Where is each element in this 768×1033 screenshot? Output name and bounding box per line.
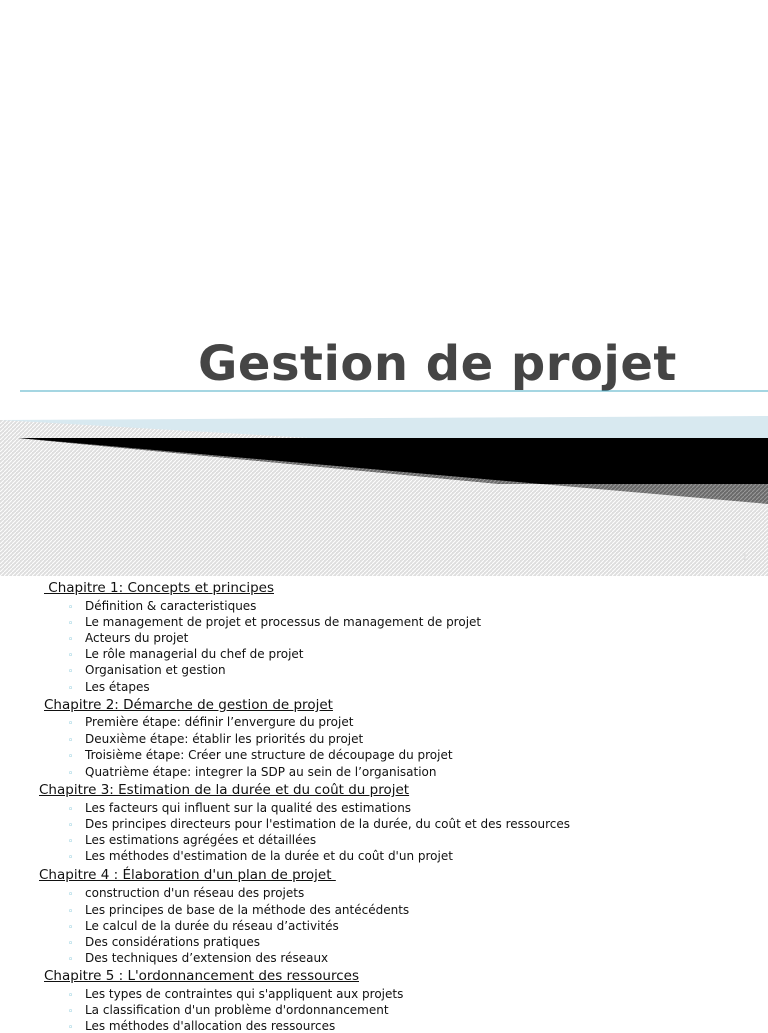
list-item: ◦ Quatrième étape: integrer la SDP au sein de l’organisation bbox=[68, 765, 437, 779]
slide-title: Gestion de projet bbox=[198, 336, 677, 392]
list-item: ◦ Les méthodes d'allocation des ressources bbox=[68, 1019, 336, 1033]
list-item: ◦ Les étapes bbox=[68, 680, 150, 694]
table-of-contents bbox=[0, 576, 768, 1033]
bullet-icon: ◦ bbox=[68, 752, 74, 762]
bullet-icon: ◦ bbox=[68, 619, 74, 629]
bullet-icon: ◦ bbox=[68, 651, 74, 661]
list-item: ◦ Le calcul de la durée du réseau d’activités bbox=[68, 919, 339, 933]
bullet-icon: ◦ bbox=[68, 837, 74, 847]
chapter-3-title: Chapitre 3: Estimation de la durée et du coût du projet bbox=[39, 782, 410, 798]
list-item: ◦ Les types de contraintes qui s'appliquent aux projets bbox=[68, 987, 404, 1001]
chapter-4-title: Chapitre 4 : Élaboration d'un plan de projet bbox=[39, 867, 336, 883]
list-item: ◦ Les facteurs qui influent sur la qualité des estimations bbox=[68, 801, 412, 815]
list-item: ◦ Acteurs du projet bbox=[68, 631, 189, 645]
list-item: ◦ Des techniques d’extension des réseaux bbox=[68, 951, 329, 965]
list-item: ◦ Le management de projet et processus de management de projet bbox=[68, 615, 482, 629]
bullet-icon: ◦ bbox=[68, 907, 74, 917]
bullet-icon: ◦ bbox=[68, 923, 74, 933]
bullet-icon: ◦ bbox=[68, 1023, 74, 1033]
list-item: ◦ Deuxième étape: établir les priorités du projet bbox=[68, 732, 364, 746]
bullet-icon: ◦ bbox=[68, 821, 74, 831]
bullet-icon: ◦ bbox=[68, 955, 74, 965]
bullet-icon: ◦ bbox=[68, 736, 74, 746]
bullet-icon: ◦ bbox=[68, 1007, 74, 1017]
decorative-wedge-banner bbox=[0, 380, 768, 576]
bullet-icon: ◦ bbox=[68, 769, 74, 779]
list-item: ◦ Définition & caracteristiques bbox=[68, 599, 257, 613]
bullet-icon: ◦ bbox=[68, 635, 74, 645]
list-item: ◦ Organisation et gestion bbox=[68, 663, 226, 677]
list-item: ◦ Des considérations pratiques bbox=[68, 935, 260, 949]
list-item: ◦ construction d'un réseau des projets bbox=[68, 886, 305, 900]
list-item: ◦ Troisième étape: Créer une structure de découpage du projet bbox=[68, 748, 453, 762]
bullet-icon: ◦ bbox=[68, 939, 74, 949]
bullet-icon: ◦ bbox=[68, 684, 74, 694]
slide-page-number: 1 bbox=[741, 552, 748, 563]
bullet-icon: ◦ bbox=[68, 719, 74, 729]
chapter-5-title: Chapitre 5 : L'ordonnancement des ressources bbox=[44, 968, 359, 984]
bullet-icon: ◦ bbox=[68, 603, 74, 613]
chapter-1-title: Chapitre 1: Concepts et principes bbox=[44, 580, 274, 596]
list-item: ◦ Première étape: définir l’envergure du projet bbox=[68, 715, 354, 729]
bullet-icon: ◦ bbox=[68, 890, 74, 900]
bullet-icon: ◦ bbox=[68, 667, 74, 677]
chapter-2-title: Chapitre 2: Démarche de gestion de projet bbox=[44, 697, 333, 713]
list-item: ◦ Les principes de base de la méthode des antécédents bbox=[68, 903, 410, 917]
bullet-icon: ◦ bbox=[68, 853, 74, 863]
list-item: ◦ Le rôle managerial du chef de projet bbox=[68, 647, 304, 661]
list-item: ◦ Les estimations agrégées et détaillées bbox=[68, 833, 317, 847]
bullet-icon: ◦ bbox=[68, 991, 74, 1001]
list-item: ◦ Les méthodes d'estimation de la durée et du coût d'un projet bbox=[68, 849, 453, 863]
bullet-icon: ◦ bbox=[68, 805, 74, 815]
list-item: ◦ La classification d'un problème d'ordonnancement bbox=[68, 1003, 389, 1017]
list-item: ◦ Des principes directeurs pour l'estimation de la durée, du coût et des ressources bbox=[68, 817, 571, 831]
